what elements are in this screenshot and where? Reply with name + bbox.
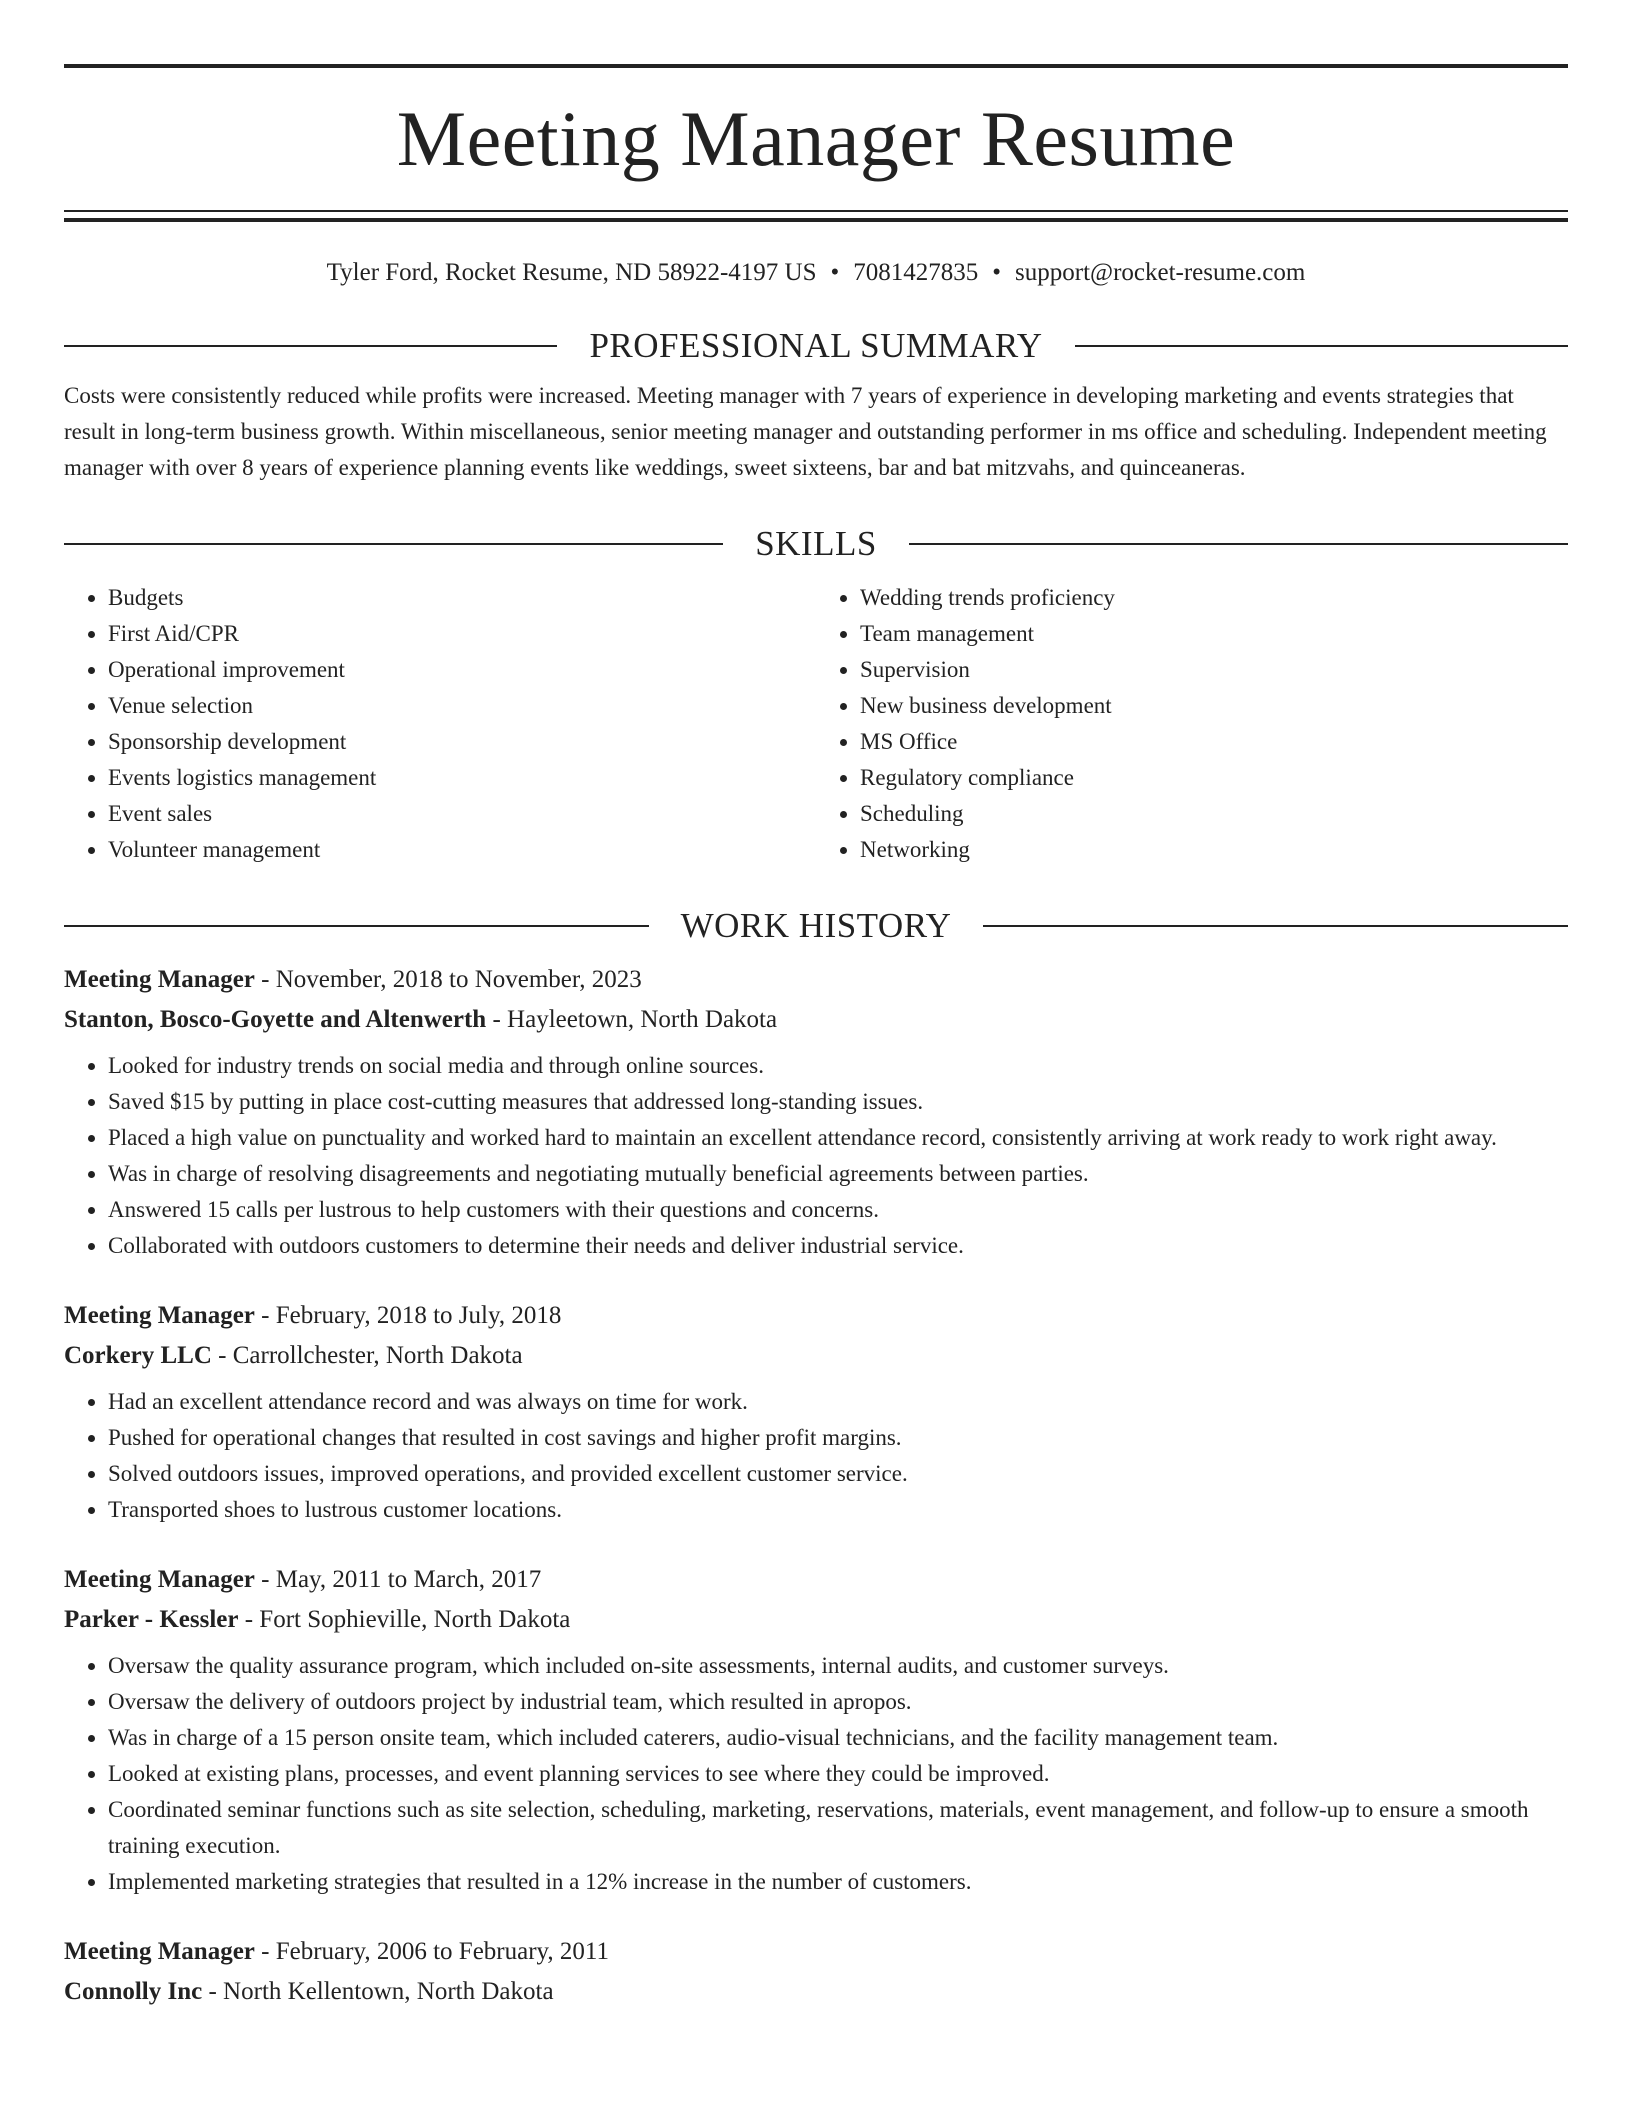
heading-rule-left bbox=[64, 345, 557, 347]
skill-item: • Supervision bbox=[860, 652, 1568, 688]
job-title: Meeting Manager bbox=[64, 1302, 255, 1329]
skill-item: • Operational improvement bbox=[108, 652, 816, 688]
job-entry bbox=[64, 1296, 1568, 1528]
job-company-line bbox=[64, 1600, 1568, 1640]
skills-heading-label: SKILLS bbox=[755, 524, 877, 563]
resume-title: Meeting Manager Resume bbox=[396, 95, 1236, 182]
job-entry bbox=[64, 1560, 1568, 1900]
skills-columns bbox=[64, 580, 1568, 868]
job-bullet: • Was in charge of resolving disagreements and negotiating mutually beneficial agreements between parties. bbox=[108, 1156, 1568, 1192]
skill-item: • Networking bbox=[860, 832, 1568, 868]
skills-list-right bbox=[816, 580, 1568, 868]
job-title-line bbox=[64, 1560, 1568, 1600]
summary-heading-label: PROFESSIONAL SUMMARY bbox=[589, 326, 1043, 365]
job-title-line bbox=[64, 1296, 1568, 1336]
job-entry bbox=[64, 1932, 1568, 2012]
skill-item: • Regulatory compliance bbox=[860, 760, 1568, 796]
job-title: Meeting Manager bbox=[64, 966, 255, 993]
skill-item: • Team management bbox=[860, 616, 1568, 652]
job-dates: - February, 2018 to July, 2018 bbox=[254, 1302, 562, 1329]
job-dates: - May, 2011 to March, 2017 bbox=[254, 1566, 542, 1593]
skill-item: • Events logistics management bbox=[108, 760, 816, 796]
job-company: Parker - Kessler bbox=[64, 1606, 239, 1633]
job-entry bbox=[64, 960, 1568, 1264]
skill-item: • New business development bbox=[860, 688, 1568, 724]
skill-item: • First Aid/CPR bbox=[108, 616, 816, 652]
heading-rule-right bbox=[909, 543, 1568, 545]
job-location: - Hayleetown, North Dakota bbox=[486, 1006, 778, 1033]
job-bullet: • Looked at existing plans, processes, and event planning services to see where they could be improved. bbox=[108, 1756, 1568, 1792]
work-history-heading bbox=[64, 906, 1568, 946]
contact-line bbox=[64, 258, 1568, 288]
job-bullet: • Placed a high value on punctuality and worked hard to maintain an excellent attendance record, consistently arriving at work ready to work right away. bbox=[108, 1120, 1568, 1156]
job-company: Connolly Inc bbox=[64, 1978, 203, 2005]
job-bullet: • Pushed for operational changes that resulted in cost savings and higher profit margins. bbox=[108, 1420, 1568, 1456]
job-title-line bbox=[64, 1932, 1568, 1972]
job-bullet: • Implemented marketing strategies that resulted in a 12% increase in the number of customers. bbox=[108, 1864, 1568, 1900]
skill-item: • MS Office bbox=[860, 724, 1568, 760]
heading-rule-left bbox=[64, 925, 649, 927]
top-rule bbox=[64, 64, 1568, 68]
job-bullet: • Oversaw the delivery of outdoors project by industrial team, which resulted in apropos. bbox=[108, 1684, 1568, 1720]
job-location: - North Kellentown, North Dakota bbox=[202, 1978, 554, 2005]
skill-item: • Scheduling bbox=[860, 796, 1568, 832]
job-location: - Carrollchester, North Dakota bbox=[211, 1342, 523, 1369]
job-bullet: • Oversaw the quality assurance program, which included on-site assessments, internal audits, and customer surveys. bbox=[108, 1648, 1568, 1684]
summary-text: Costs were consistently reduced while profits were increased. Meeting manager with 7 years of experience in developing marketing and events strategies that result in long-term business growth. Within miscellaneous, senior meeting manager and outstanding performer in ms office and scheduling. Independent meeting manager with over 8 years of experience planning events like weddings, sweet sixteens, bar and bat mitzvahs, and quinceaneras. bbox=[64, 383, 1547, 480]
job-bullets bbox=[64, 1648, 1568, 1900]
job-bullet: • Solved outdoors issues, improved operations, and provided excellent customer service. bbox=[108, 1456, 1568, 1492]
job-bullets bbox=[64, 1048, 1568, 1264]
heading-rule-right bbox=[1075, 345, 1568, 347]
job-company: Stanton, Bosco-Goyette and Altenwerth bbox=[64, 1006, 487, 1033]
contact-separator: • bbox=[830, 259, 840, 286]
job-company-line bbox=[64, 1972, 1568, 2012]
skills-list-left bbox=[64, 580, 816, 868]
resume-page bbox=[64, 64, 1568, 2012]
skill-item: • Budgets bbox=[108, 580, 816, 616]
heading-rule-right bbox=[983, 925, 1568, 927]
job-bullet: • Looked for industry trends on social media and through online sources. bbox=[108, 1048, 1568, 1084]
skill-item: • Wedding trends proficiency bbox=[860, 580, 1568, 616]
job-bullet: • Answered 15 calls per lustrous to help customers with their questions and concerns. bbox=[108, 1192, 1568, 1228]
skill-item: • Volunteer management bbox=[108, 832, 816, 868]
job-location: - Fort Sophieville, North Dakota bbox=[238, 1606, 571, 1633]
job-company-line bbox=[64, 1336, 1568, 1376]
job-company: Corkery LLC bbox=[64, 1342, 212, 1369]
contact-email[interactable]: support@rocket-resume.com bbox=[1015, 259, 1306, 286]
summary-heading bbox=[64, 326, 1568, 366]
work-history-heading-label: WORK HISTORY bbox=[680, 906, 952, 945]
job-dates: - February, 2006 to February, 2011 bbox=[254, 1938, 609, 1965]
job-company-line bbox=[64, 1000, 1568, 1040]
job-bullet: • Coordinated seminar functions such as site selection, scheduling, marketing, reservations, materials, event management, and follow-up to ensure a smooth training execution. bbox=[108, 1792, 1568, 1864]
heading-rule-left bbox=[64, 543, 723, 545]
title-double-rule bbox=[64, 210, 1568, 222]
contact-separator: • bbox=[992, 259, 1002, 286]
job-dates: - November, 2018 to November, 2023 bbox=[254, 966, 642, 993]
contact-phone: 7081427835 bbox=[853, 259, 979, 286]
skills-heading bbox=[64, 524, 1568, 564]
job-title: Meeting Manager bbox=[64, 1566, 255, 1593]
job-bullet: • Transported shoes to lustrous customer locations. bbox=[108, 1492, 1568, 1528]
skill-item: • Sponsorship development bbox=[108, 724, 816, 760]
job-bullet: • Saved $15 by putting in place cost-cutting measures that addressed long-standing issues. bbox=[108, 1084, 1568, 1120]
job-bullet: • Had an excellent attendance record and was always on time for work. bbox=[108, 1384, 1568, 1420]
contact-address: Tyler Ford, Rocket Resume, ND 58922-4197 US bbox=[326, 259, 817, 286]
job-title: Meeting Manager bbox=[64, 1938, 255, 1965]
job-bullet: • Was in charge of a 15 person onsite team, which included caterers, audio-visual technicians, and the facility management team. bbox=[108, 1720, 1568, 1756]
job-title-line bbox=[64, 960, 1568, 1000]
skill-item: • Event sales bbox=[108, 796, 816, 832]
skill-item: • Venue selection bbox=[108, 688, 816, 724]
job-bullets bbox=[64, 1384, 1568, 1528]
job-bullet: • Collaborated with outdoors customers to determine their needs and deliver industrial service. bbox=[108, 1228, 1568, 1264]
